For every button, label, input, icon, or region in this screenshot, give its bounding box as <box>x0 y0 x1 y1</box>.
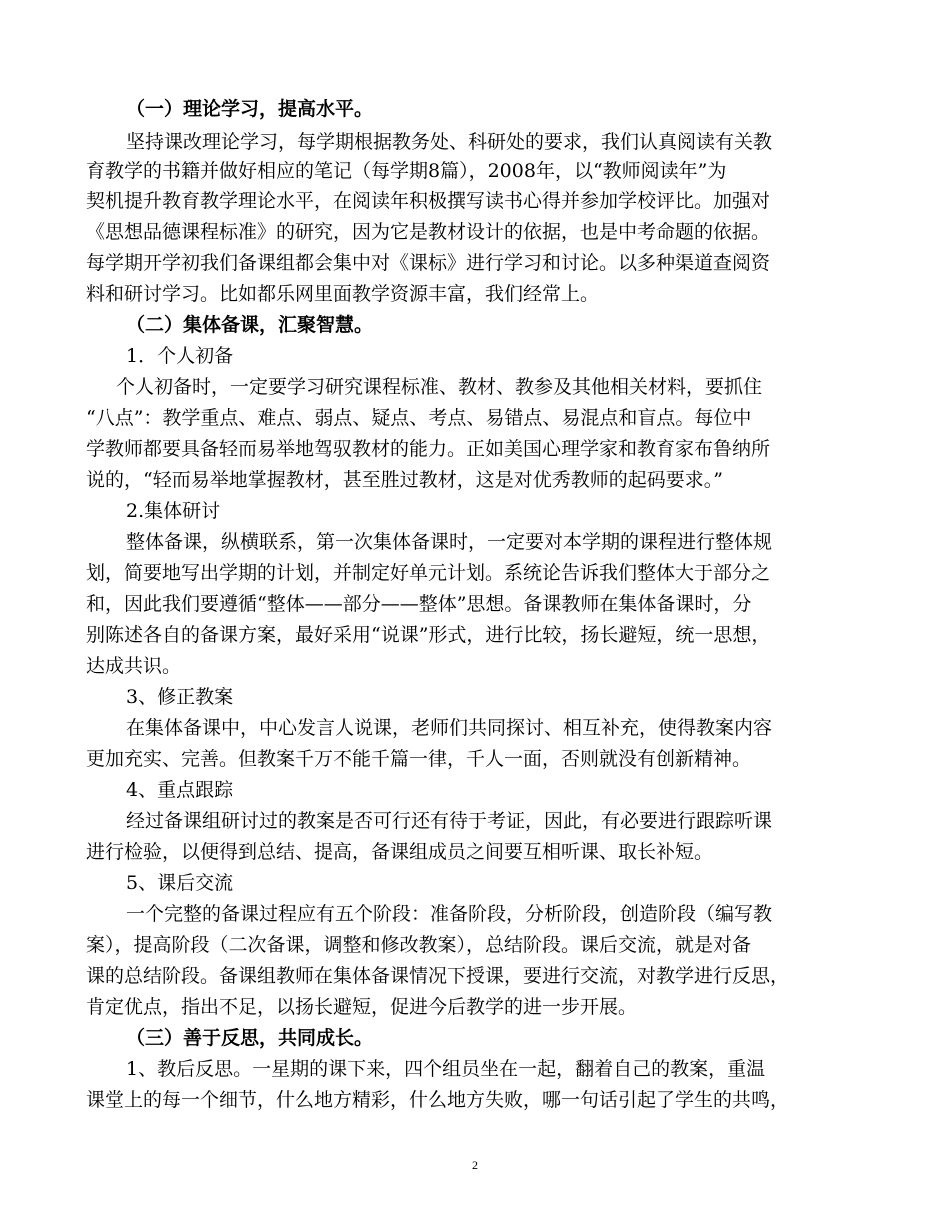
section-heading-2: （二）集体备课，汇聚智慧。 <box>126 314 374 336</box>
subheading: 1．个人初备 <box>126 345 234 367</box>
text-line: 说的，“轻而易举地掌握教材，甚至胜过教材，这是对优秀教师的起码要求。” <box>86 469 723 491</box>
text-line: 课的总结阶段。备课组教师在集体备课情况下授课，要进行交流，对教学进行反思， <box>86 965 790 987</box>
text-line: 料和研讨学习。比如都乐网里面教学资源丰富，我们经常上。 <box>86 283 600 305</box>
text-line: 案），提高阶段（二次备课，调整和修改教案），总结阶段。课后交流，就是对备 <box>86 934 752 956</box>
text-line: 个人初备时，一定要学习研究课程标准、教材、教参及其他相关材料，要抓住 <box>116 376 763 398</box>
text-line: 课堂上的每一个细节，什么地方精彩，什么地方失败，哪一句话引起了学生的共鸣， <box>86 1089 790 1111</box>
text-line: 整体备课，纵横联系，第一次集体备课时，一定要对本学期的课程进行整体规 <box>126 531 773 553</box>
text-line: 在集体备课中，中心发言人说课，老师们共同探讨、相互补充，使得教案内容 <box>126 717 773 739</box>
text-line: 肯定优点，指出不足，以扬长避短，促进今后教学的进一步开展。 <box>86 996 638 1018</box>
text-line: 学教师都要具备轻而易举地驾驭教材的能力。正如美国心理学家和教育家布鲁纳所 <box>86 438 771 460</box>
subheading: 2.集体研讨 <box>126 500 221 522</box>
text-line: 和，因此我们要遵循“整体——部分——整体”思想。备课教师在集体备课时，分 <box>86 593 752 615</box>
text-line: 《思想品德课程标准》的研究，因为它是教材设计的依据，也是中考命题的依据。 <box>86 221 771 243</box>
text-line: 1、教后反思。一星期的课下来，四个组员坐在一起，翻着自己的教案，重温 <box>126 1058 766 1080</box>
text-line: 划，简要地写出学期的计划，并制定好单元计划。系统论告诉我们整体大于部分之 <box>86 562 771 584</box>
section-heading-1: （一）理论学习，提高水平。 <box>126 98 374 120</box>
section-heading-3: （三）善于反思，共同成长。 <box>126 1027 374 1049</box>
text-line: 每学期开学初我们备课组都会集中对《课标》进行学习和讨论。以多种渠道查阅资 <box>86 252 771 274</box>
text-line: 经过备课组研讨过的教案是否可行还有待于考证，因此，有必要进行跟踪听课 <box>126 810 773 832</box>
text-line: 契机提升教育教学理论水平，在阅读年积极撰写读书心得并参加学校评比。加强对 <box>86 190 771 212</box>
subheading: 4、重点跟踪 <box>126 779 234 801</box>
text-line: 达成共识。 <box>86 655 182 677</box>
subheading: 3、修正教案 <box>126 686 234 708</box>
subheading: 5、课后交流 <box>126 872 234 894</box>
text-line: 一个完整的备课过程应有五个阶段：准备阶段，分析阶段，创造阶段（编写教 <box>126 903 773 925</box>
text-line: 育教学的书籍并做好相应的笔记（每学期8篇），2008年，以“教师阅读年”为 <box>86 160 727 182</box>
text-line: “八点”：教学重点、难点、弱点、疑点、考点、易错点、易混点和盲点。每位中 <box>86 407 752 429</box>
page-number: 2 <box>472 1158 478 1172</box>
text-line: 进行检验，以便得到总结、提高，备课组成员之间要互相听课、取长补短。 <box>86 841 714 863</box>
text-line: 别陈述各自的备课方案，最好采用“说课”形式，进行比较，扬长避短，统一思想， <box>86 624 771 646</box>
text-line: 坚持课改理论学习，每学期根据教务处、科研处的要求，我们认真阅读有关教 <box>126 131 773 153</box>
text-line: 更加充实、完善。但教案千万不能千篇一律，千人一面，否则就没有创新精神。 <box>86 748 752 770</box>
